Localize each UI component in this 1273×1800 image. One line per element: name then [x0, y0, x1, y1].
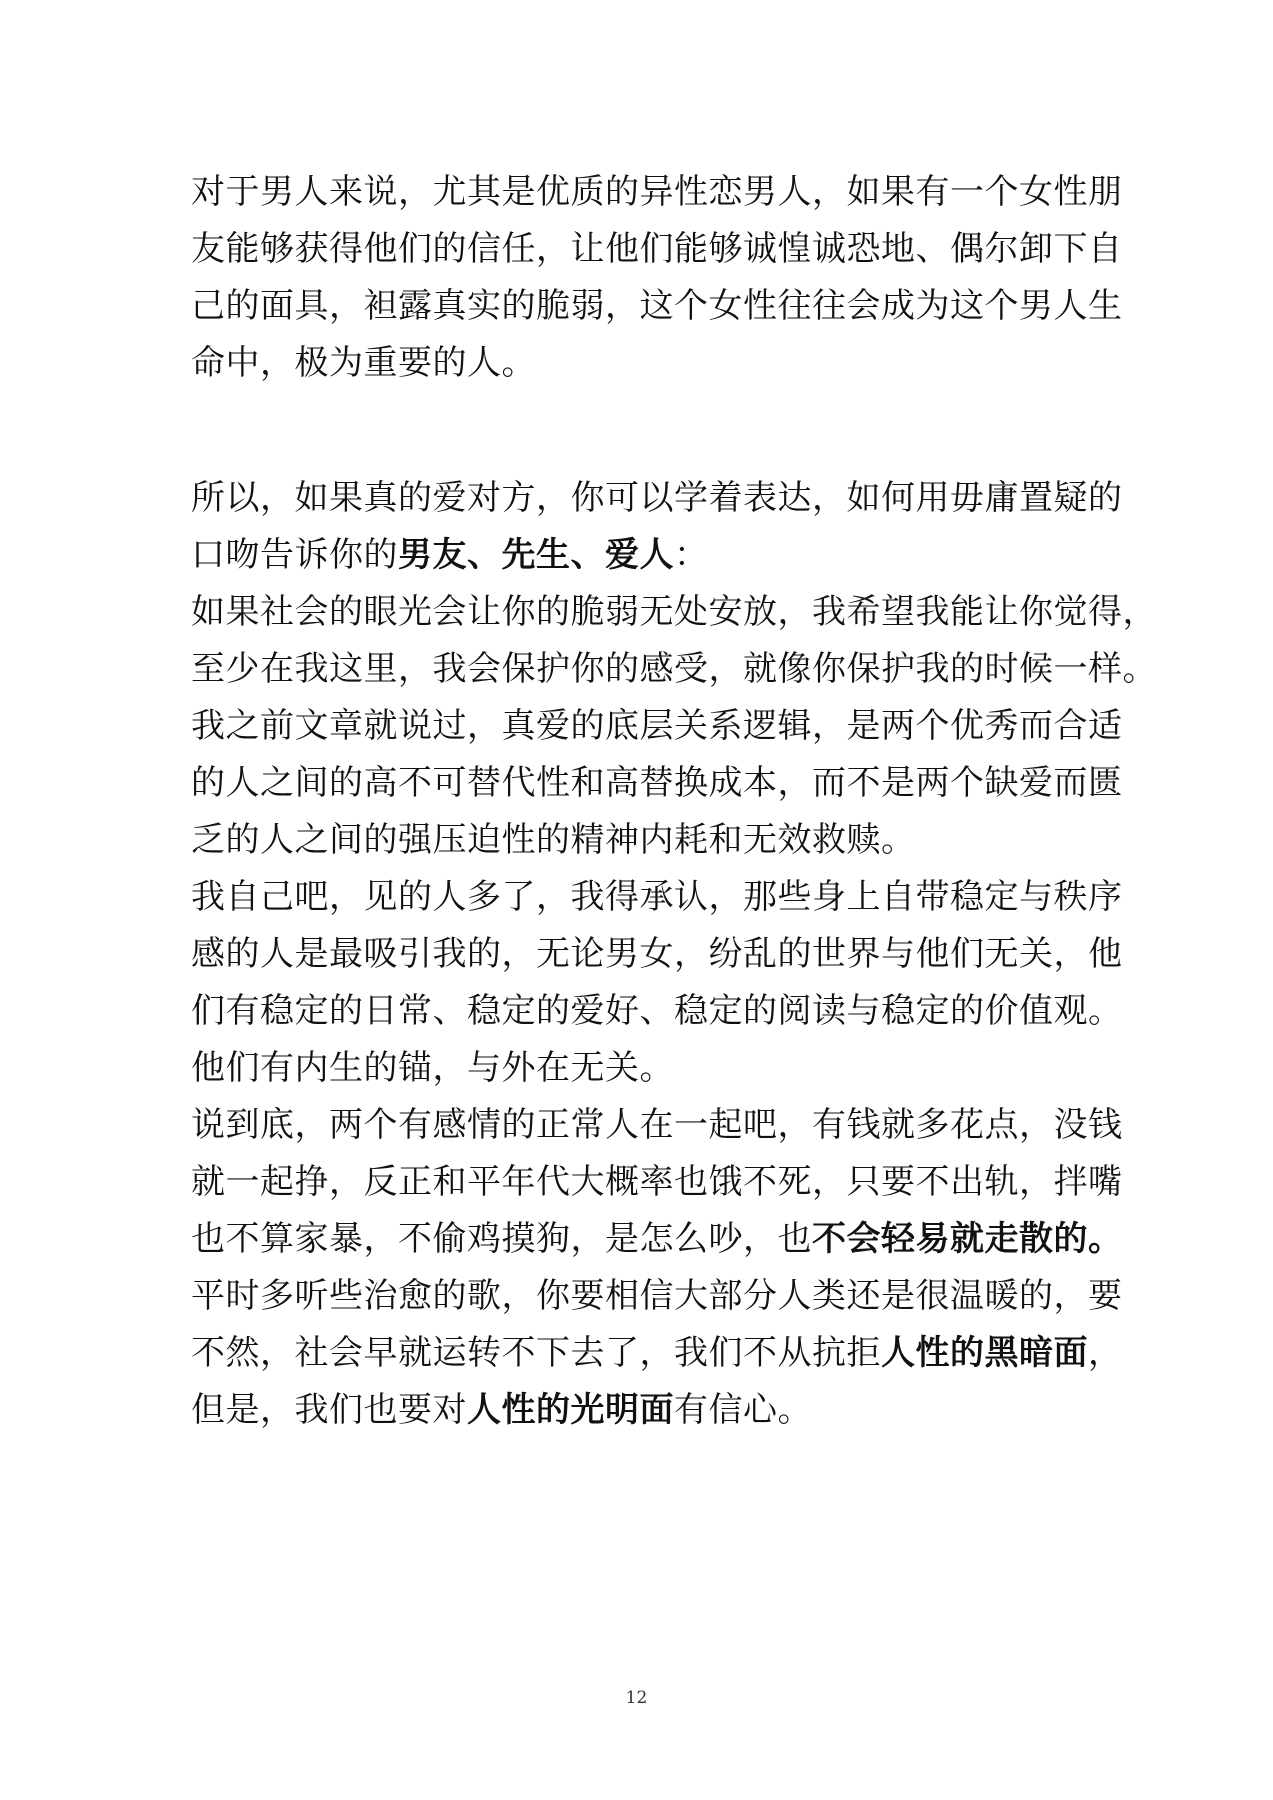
- page-number: 12: [625, 1688, 648, 1708]
- text-span: ，: [1088, 1333, 1123, 1373]
- bold-text: 人性的黑暗面: [881, 1333, 1088, 1373]
- text-line: 如果社会的眼光会让你的脆弱无处安放，我希望我能让你觉得，: [191, 592, 1157, 632]
- text-line: 感的人是最吸引我的，无论男女，纷乱的世界与他们无关，他: [191, 934, 1123, 974]
- text-line: 我之前文章就说过，真爱的底层关系逻辑，是两个优秀而合适: [191, 706, 1123, 746]
- bold-text: 人性的光明面: [467, 1390, 674, 1430]
- text-line: [191, 1388, 812, 1432]
- text-line: 至少在我这里，我会保护你的感受，就像你保护我的时候一样。: [191, 649, 1157, 689]
- text-line: 所以，如果真的爱对方，你可以学着表达，如何用毋庸置疑的: [191, 478, 1123, 518]
- text-line: [191, 533, 709, 577]
- text-span: 不然，社会早就运转不下去了，我们不从抗拒: [191, 1333, 881, 1373]
- text-line: 平时多听些治愈的歌，你要相信大部分人类还是很温暖的，要: [191, 1276, 1123, 1316]
- bold-text: 不会轻易就走散的。: [812, 1219, 1123, 1259]
- text-line: [191, 1217, 1123, 1261]
- text-line: 我自己吧，见的人多了，我得承认，那些身上自带稳定与秩序: [191, 877, 1123, 917]
- text-span: 也不算家暴，不偷鸡摸狗，是怎么吵，也: [191, 1219, 812, 1259]
- text-line: [191, 1331, 1123, 1375]
- text-line: 友能够获得他们的信任，让他们能够诚惶诚恐地、偶尔卸下自: [191, 229, 1123, 269]
- text-span: 但是，我们也要对: [191, 1390, 467, 1430]
- text-span: 口吻告诉你的: [191, 535, 398, 575]
- text-line: 就一起挣，反正和平年代大概率也饿不死，只要不出轨，拌嘴: [191, 1162, 1123, 1202]
- text-line: 己的面具，袒露真实的脆弱，这个女性往往会成为这个男人生: [191, 286, 1123, 326]
- text-line: 对于男人来说，尤其是优质的异性恋男人，如果有一个女性朋: [191, 172, 1123, 212]
- text-line: 命中，极为重要的人。: [191, 343, 536, 383]
- text-line: 乏的人之间的强压迫性的精神内耗和无效救赎。: [191, 820, 916, 860]
- text-span: ：: [674, 535, 709, 575]
- text-line: 说到底，两个有感情的正常人在一起吧，有钱就多花点，没钱: [191, 1105, 1123, 1145]
- text-span: 有信心。: [674, 1390, 812, 1430]
- bold-text: 男友、先生、爱人: [398, 535, 674, 575]
- text-line: 们有稳定的日常、稳定的爱好、稳定的阅读与稳定的价值观。: [191, 991, 1123, 1031]
- text-line: 他们有内生的锚，与外在无关。: [191, 1048, 674, 1088]
- text-line: 的人之间的高不可替代性和高替换成本，而不是两个缺爱而匮: [191, 763, 1123, 803]
